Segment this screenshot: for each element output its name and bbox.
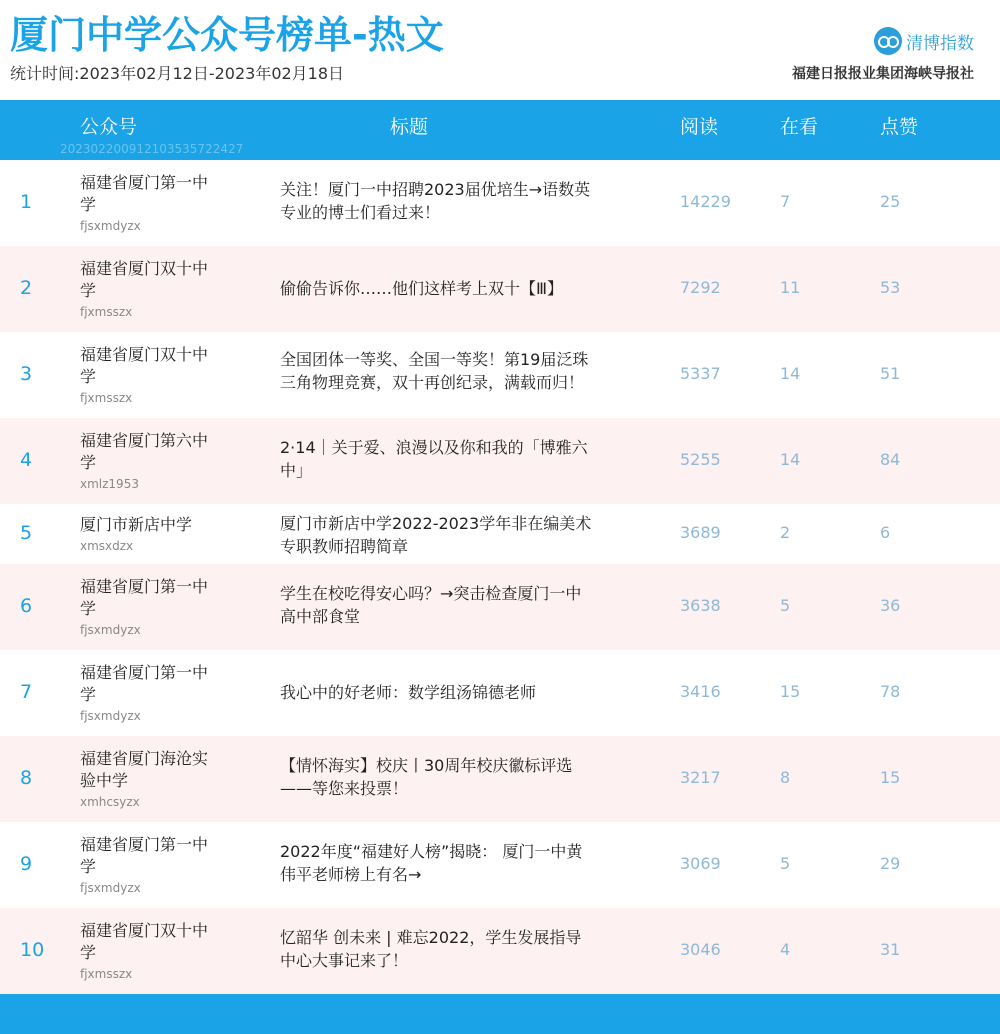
likes-count: 31 (880, 940, 901, 959)
reads-count: 3069 (680, 854, 721, 873)
article-title: 我心中的好老师：数学组汤锦德老师 (280, 683, 537, 702)
account-name: 福建省厦门第六中学 (80, 431, 209, 472)
column-header-reads: 阅读 (680, 116, 719, 138)
account-id: xmhcsyzx (80, 795, 140, 809)
rank-number: 1 (20, 191, 33, 213)
article-title: 2·14｜关于爱、浪漫以及你和我的「博雅六中」 (280, 438, 588, 480)
footer-bar (0, 994, 1000, 1034)
account-name: 福建省厦门双十中学 (80, 259, 209, 300)
account-id: fjxmsszx (80, 305, 133, 319)
account-id: fjxmsszx (80, 967, 133, 981)
table-row (0, 736, 1000, 822)
article-title: 全国团体一等奖、全国一等奖！第19届泛珠三角物理竞赛，双十再创纪录，满载而归！ (280, 350, 589, 392)
rank-number: 7 (20, 681, 33, 703)
statistics-period: 统计时间:2023年02月12日-2023年02月18日 (10, 64, 345, 83)
reads-count: 5255 (680, 450, 721, 469)
watching-count: 8 (780, 768, 791, 787)
account-name: 福建省厦门双十中学 (80, 921, 209, 962)
account-cell (80, 430, 220, 492)
watching-count: 4 (780, 940, 791, 959)
reads-count: 7292 (680, 278, 721, 297)
watching-count: 14 (780, 364, 801, 383)
table-row (0, 332, 1000, 418)
watermark-text: 2023022009121035357224​27 (60, 142, 244, 156)
rank-number: 10 (20, 939, 45, 961)
account-cell (80, 172, 220, 234)
table-row (0, 418, 1000, 504)
account-name: 福建省厦门第一中学 (80, 663, 209, 704)
watching-count: 7 (780, 192, 791, 211)
account-cell (80, 514, 220, 554)
table-row (0, 908, 1000, 994)
table-row (0, 246, 1000, 332)
likes-count: 25 (880, 192, 901, 211)
table-row (0, 160, 1000, 246)
account-name: 福建省厦门双十中学 (80, 345, 209, 386)
rank-number: 3 (20, 363, 33, 385)
rank-number: 4 (20, 449, 33, 471)
publisher-name: 福建日报报业集团海峡导报社 (792, 66, 974, 82)
likes-count: 53 (880, 278, 901, 297)
article-title: 偷偷告诉你……他们这样考上双十【Ⅲ】 (280, 279, 564, 298)
account-cell (80, 748, 220, 810)
article-title: 厦门市新店中学2022-2023学年非在编美术专职教师招聘简章 (280, 514, 592, 556)
table-row (0, 504, 1000, 564)
column-header-account: 公众号 (80, 116, 138, 138)
report-header (0, 0, 1000, 100)
account-id: xmsxdzx (80, 539, 134, 553)
watching-count: 5 (780, 854, 791, 873)
article-title: 忆韶华 创未来 | 难忘2022，学生发展指导中心大事记来了！ (280, 928, 582, 970)
table-row (0, 822, 1000, 908)
rank-number: 8 (20, 767, 33, 789)
account-id: fjsxmdyzx (80, 219, 141, 233)
account-cell (80, 920, 220, 982)
article-title: 学生在校吃得安心吗？→突击检查厦门一中高中部食堂 (280, 584, 582, 626)
account-name: 厦门市新店中学 (80, 515, 193, 534)
account-id: fjxmsszx (80, 391, 133, 405)
qingbo-logo-icon (874, 27, 902, 55)
account-cell (80, 344, 220, 406)
account-id: fjsxmdyzx (80, 623, 141, 637)
likes-count: 36 (880, 596, 901, 615)
reads-count: 14229 (680, 192, 731, 211)
rank-number: 5 (20, 522, 33, 544)
account-name: 福建省厦门第一中学 (80, 577, 209, 618)
page-title: 厦门中学公众号榜单-热文 (10, 13, 444, 57)
column-header-watching: 在看 (780, 116, 819, 138)
column-header-title: 标题 (390, 116, 429, 138)
table-header (0, 100, 1000, 160)
account-cell (80, 258, 220, 320)
account-cell (80, 662, 220, 724)
rank-number: 2 (20, 277, 33, 299)
rank-number: 6 (20, 595, 33, 617)
likes-count: 78 (880, 682, 901, 701)
account-name: 福建省厦门海沧实验中学 (80, 749, 209, 790)
watching-count: 2 (780, 523, 791, 542)
reads-count: 3046 (680, 940, 721, 959)
account-id: xmlz1953 (80, 477, 139, 491)
table-row (0, 564, 1000, 650)
watching-count: 11 (780, 278, 801, 297)
reads-count: 3217 (680, 768, 721, 787)
reads-count: 5337 (680, 364, 721, 383)
article-title: 【情怀海实】校庆丨30周年校庆徽标评选——等您来投票！ (280, 756, 573, 798)
reads-count: 3689 (680, 523, 721, 542)
watching-count: 15 (780, 682, 801, 701)
account-id: fjsxmdyzx (80, 709, 141, 723)
rank-number: 9 (20, 853, 33, 875)
likes-count: 51 (880, 364, 901, 383)
likes-count: 15 (880, 768, 901, 787)
account-cell (80, 576, 220, 638)
watching-count: 14 (780, 450, 801, 469)
table-row (0, 650, 1000, 736)
likes-count: 29 (880, 854, 901, 873)
account-name: 福建省厦门第一中学 (80, 173, 209, 214)
article-title: 2022年度“福建好人榜”揭晓： 厦门一中黄伟平老师榜上有名→ (280, 842, 583, 884)
column-header-likes: 点赞 (880, 116, 919, 138)
account-name: 福建省厦门第一中学 (80, 835, 209, 876)
reads-count: 3416 (680, 682, 721, 701)
article-title: 关注！厦门一中招聘2023届优培生→语数英专业的博士们看过来！ (280, 180, 591, 222)
watching-count: 5 (780, 596, 791, 615)
account-id: fjsxmdyzx (80, 881, 141, 895)
account-cell (80, 834, 220, 896)
likes-count: 6 (880, 523, 891, 542)
logo-text: 清博指数 (906, 33, 974, 54)
qingbo-logo (874, 26, 974, 56)
reads-count: 3638 (680, 596, 721, 615)
likes-count: 84 (880, 450, 901, 469)
